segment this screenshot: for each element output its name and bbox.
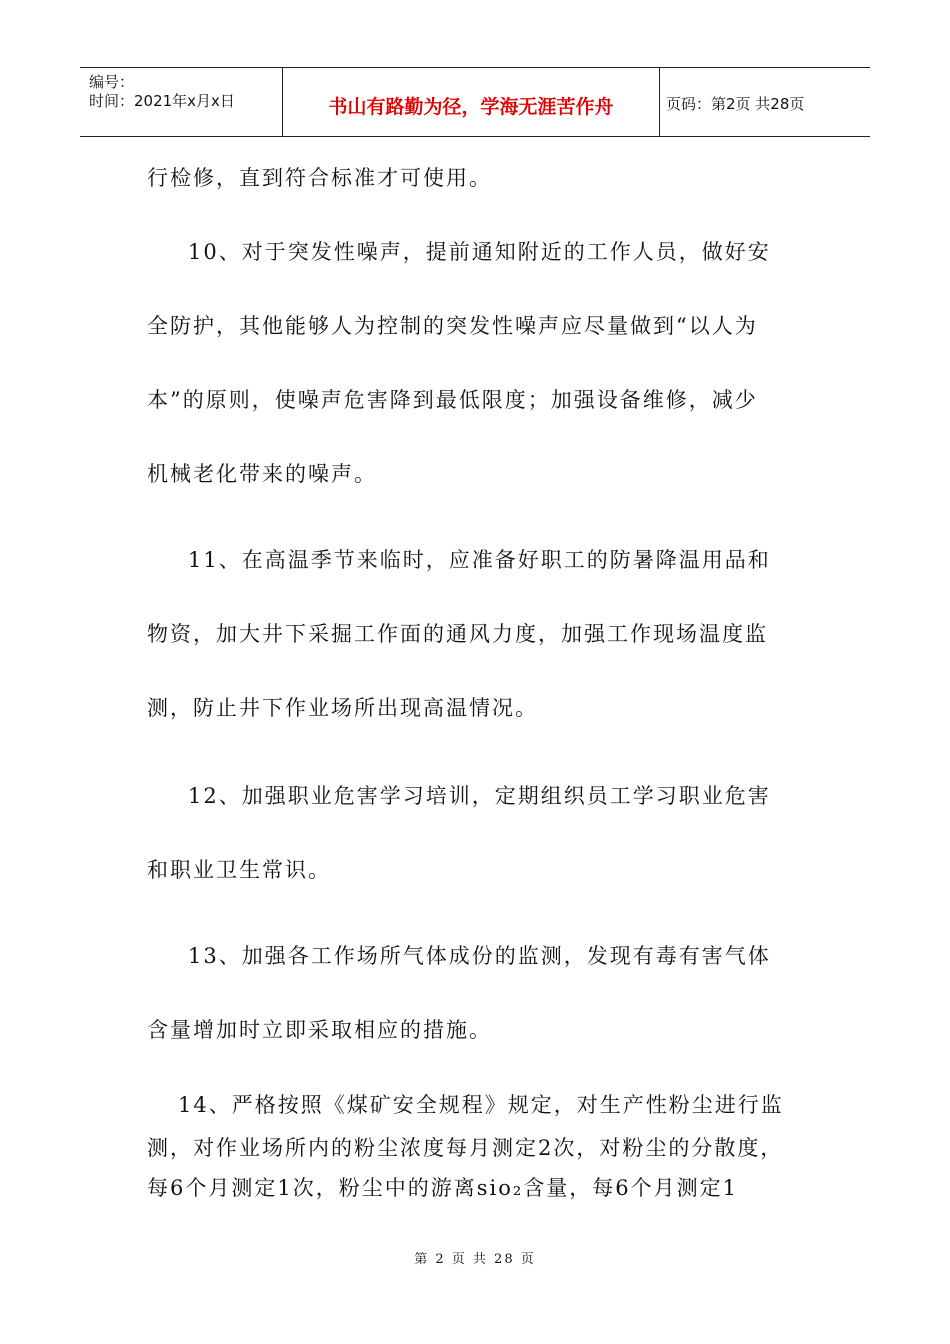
paragraph-line: 和职业卫生常识。 <box>147 858 331 882</box>
paragraph-line: 行检修，直到符合标准才可使用。 <box>147 166 492 190</box>
paragraph-line: 测，防止井下作业场所出现高温情况。 <box>147 696 538 720</box>
paragraph-line: 13、加强各工作场所气体成份的监测，发现有毒有害气体 <box>188 944 771 968</box>
paragraph-line: 测，对作业场所内的粉尘浓度每月测定2次，对粉尘的分散度， <box>147 1136 784 1160</box>
paragraph-line: 全防护，其他能够人为控制的突发性噪声应尽量做到“以人为 <box>147 314 758 338</box>
document-number-label: 编号： <box>89 73 135 91</box>
document-date: 时间：2021年x月x日 <box>89 92 235 110</box>
header-meta <box>80 68 282 136</box>
paragraph-line: 11、在高温季节来临时，应准备好职工的防暑降温用品和 <box>188 548 771 572</box>
paragraph-line: 10、对于突发性噪声，提前通知附近的工作人员，做好安 <box>188 240 771 264</box>
paragraph-line: 含量增加时立即采取相应的措施。 <box>147 1018 492 1042</box>
paragraph-line: 物资，加大井下采掘工作面的通风力度，加强工作现场温度监 <box>147 622 768 646</box>
motto-text: 书山有路勤为径，学海无涯苦作舟 <box>328 96 614 118</box>
header-motto <box>282 68 660 136</box>
paragraph-line: 12、加强职业危害学习培训，定期组织员工学习职业危害 <box>188 784 771 808</box>
paragraph-line: 机械老化带来的噪声。 <box>147 462 377 486</box>
paragraph-line: 本”的原则，使噪声危害降到最低限度；加强设备维修，减少 <box>147 388 758 412</box>
page-footer: 第 2 页 共 28 页 <box>414 1252 536 1267</box>
paragraph-line: 14、严格按照《煤矿安全规程》规定，对生产性粉尘进行监 <box>178 1093 784 1117</box>
page-header <box>80 67 870 137</box>
page-info-text: 页码：第2页 共28页 <box>666 95 805 113</box>
header-page-info <box>659 68 870 136</box>
paragraph-line: 每6个月测定1次，粉尘中的游离sio₂含量，每6个月测定1 <box>147 1176 738 1200</box>
